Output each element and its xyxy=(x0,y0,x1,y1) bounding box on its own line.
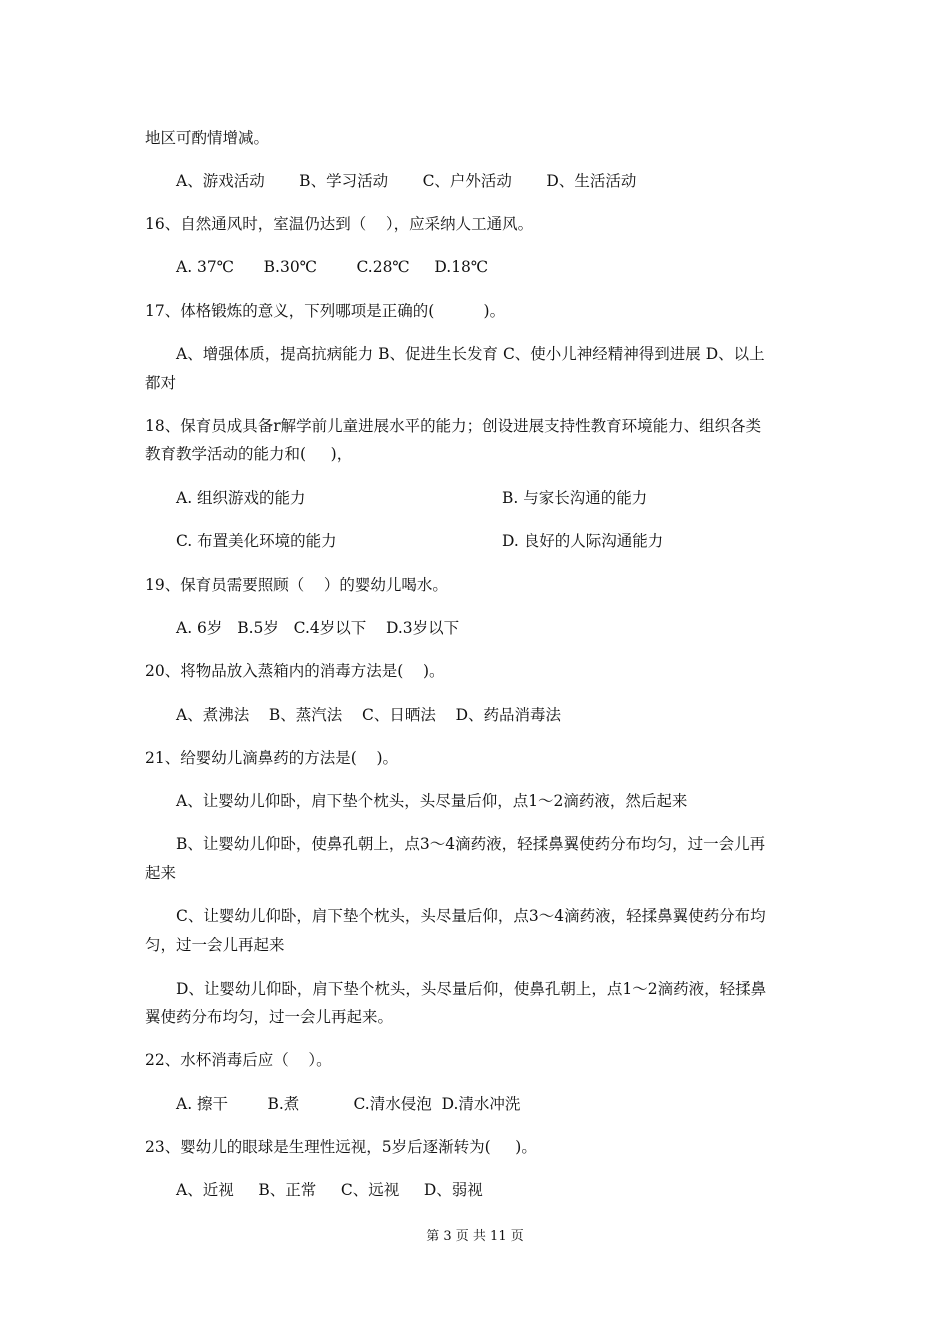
q22-options: A. 擦干 B.煮 C.清水侵泡 D.清水冲洗 xyxy=(176,1095,521,1113)
question-21: 21、给婴幼儿滴鼻药的方法是( )。 xyxy=(145,749,399,767)
q18-option-a: A. 组织游戏的能力 xyxy=(176,489,306,507)
question-16: 16、自然通风时，室温仍达到（ ），应采纳人工通风。 xyxy=(145,215,534,233)
question-18-cont: 教育教学活动的能力和( )， xyxy=(145,445,353,463)
q23-options: A、近视 B、正常 C、远视 D、弱视 xyxy=(176,1181,483,1199)
question-18: 18、保育员成具备r解学前儿童进展水平的能力；创设进展支持性教育环境能力、组织各类 xyxy=(145,417,762,435)
q18-option-b: B. 与家长沟通的能力 xyxy=(502,489,648,507)
question-19: 19、保育员需要照顾（ ）的婴幼儿喝水。 xyxy=(145,576,448,594)
q18-option-d: D. 良好的人际沟通能力 xyxy=(502,532,664,550)
q15-options: A、游戏活动 B、学习活动 C、户外活动 D、生活活动 xyxy=(176,172,637,190)
question-23: 23、婴幼儿的眼球是生理性远视，5岁后逐渐转为( )。 xyxy=(145,1138,537,1156)
q16-options: A. 37℃ B.30℃ C.28℃ D.18℃ xyxy=(176,258,489,276)
q17-options: A、增强体质，提高抗病能力 B、促进生长发育 C、使小儿神经精神得到进展 D、以上 xyxy=(176,345,765,363)
q21-option-d-cont: 翼使药分布均匀，过一会儿再起来。 xyxy=(145,1008,394,1026)
q18-option-c: C. 布置美化环境的能力 xyxy=(176,532,337,550)
q20-options: A、煮沸法 B、蒸汽法 C、日晒法 D、药品消毒法 xyxy=(176,706,561,724)
text-line: 地区可酌情增减。 xyxy=(145,129,270,147)
q21-option-d: D、让婴幼儿仰卧，肩下垫个枕头，头尽量后仰，使鼻孔朝上，点1～2滴药液，轻揉鼻 xyxy=(176,980,767,998)
q21-option-c-cont: 匀，过一会儿再起来 xyxy=(145,936,285,954)
q21-option-b: B、让婴幼儿仰卧，使鼻孔朝上，点3～4滴药液，轻揉鼻翼使药分布均匀，过一会儿再 xyxy=(176,835,766,853)
question-20: 20、将物品放入蒸箱内的消毒方法是( )。 xyxy=(145,662,445,680)
question-22: 22、水杯消毒后应（ ）。 xyxy=(145,1051,332,1069)
q21-option-a: A、让婴幼儿仰卧，肩下垫个枕头，头尽量后仰，点1～2滴药液，然后起来 xyxy=(176,792,688,810)
page-footer: 第 3 页 共 11 页 xyxy=(426,1229,524,1244)
q19-options: A. 6岁 B.5岁 C.4岁以下 D.3岁以下 xyxy=(176,619,460,637)
q17-options-cont: 都对 xyxy=(145,374,177,392)
q21-option-b-cont: 起来 xyxy=(145,864,177,882)
q21-option-c: C、让婴幼儿仰卧，肩下垫个枕头，头尽量后仰，点3～4滴药液，轻揉鼻翼使药分布均 xyxy=(176,907,766,925)
question-17: 17、体格锻炼的意义，下列哪项是正确的( )。 xyxy=(145,302,506,320)
